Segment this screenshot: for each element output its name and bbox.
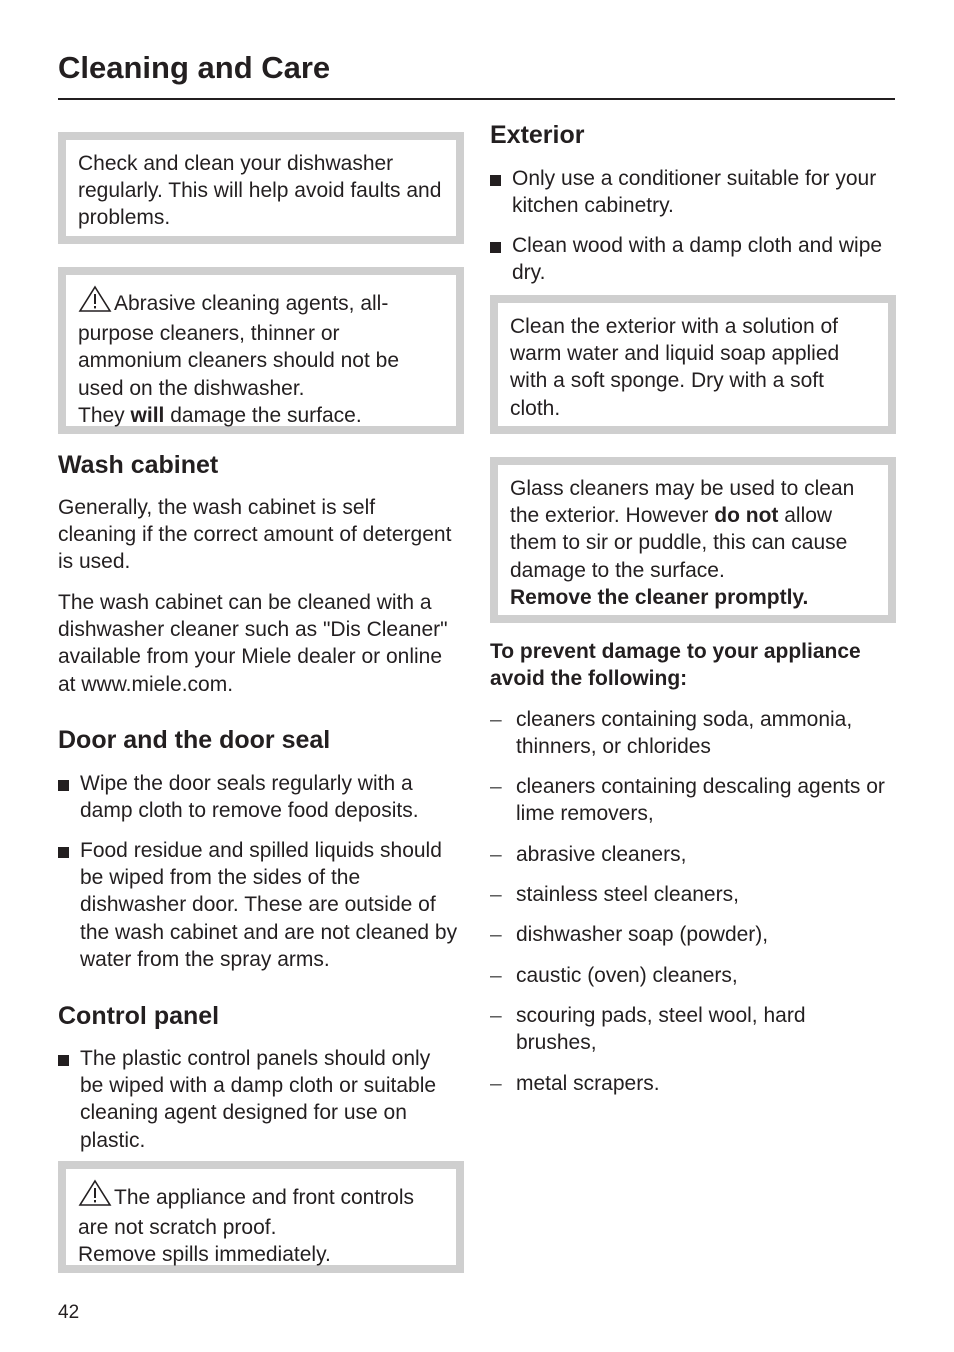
square-bullet-icon — [58, 847, 69, 858]
dash-bullet: – — [490, 775, 502, 798]
title-rule — [58, 98, 895, 100]
exterior-info-box — [490, 295, 896, 434]
glass-cleaner-bold-line: Remove the cleaner promptly. — [510, 585, 809, 609]
list-item: The plastic control panels should only be wiped with a damp cloth or suitable cleaning agent designed for use on plastic. — [58, 1045, 458, 1154]
door-seal-heading: Door and the door seal — [58, 726, 331, 754]
list-item: Wipe the door seals regularly with a damp cloth to remove food deposits. — [58, 770, 464, 824]
list-item: – stainless steel cleaners, — [490, 881, 896, 908]
square-bullet-icon — [58, 780, 69, 791]
warning-triangle-icon — [78, 285, 112, 320]
list-item: – cleaners containing soda, ammonia, thinners, or chlorides — [490, 708, 853, 759]
dash-bullet: – — [490, 964, 502, 987]
square-bullet-icon — [58, 1055, 69, 1066]
warning-line1: Abrasive cleaning agents, all-purpose cleaners, thinner or ammonium cleaners should not be used on the dishwasher. — [78, 292, 400, 400]
page-number: 42 — [58, 1302, 80, 1323]
glass-cleaner-box — [490, 457, 896, 623]
wash-cabinet-para1: Generally, the wash cabinet is self cleaning if the correct amount of detergent is used. — [58, 496, 452, 574]
intro-box — [58, 132, 464, 244]
square-bullet-icon — [490, 175, 501, 186]
page-title: Cleaning and Care — [58, 50, 331, 85]
glass-cleaner-text: Glass cleaners may be used to clean the exterior. However do not allow them to sir or puddle, this can cause damage to the surface. — [510, 477, 855, 582]
warning-triangle-icon — [78, 1179, 112, 1214]
list-item: – scouring pads, steel wool, hard brushes, — [490, 1004, 806, 1055]
warning-box-scratch — [58, 1161, 464, 1273]
intro-text: Check and clean your dishwasher regularly. This will help avoid faults and problems. — [78, 152, 442, 230]
control-panel-heading: Control panel — [58, 1002, 220, 1030]
dash-bullet: – — [490, 1004, 502, 1027]
warning-line2: Remove spills immediately. — [78, 1243, 331, 1267]
warning-box-abrasive — [58, 267, 464, 434]
square-bullet-icon — [490, 242, 501, 253]
warning-text — [78, 285, 444, 402]
dash-bullet: – — [490, 1072, 502, 1095]
dash-bullet: – — [490, 708, 502, 731]
list-item: Clean wood with a damp cloth and wipe dry. — [490, 232, 890, 286]
list-item: – caustic (oven) cleaners, — [490, 962, 896, 989]
list-item: Only use a conditioner suitable for your kitchen cabinetry. — [490, 165, 890, 219]
list-item: – dishwasher soap (powder), — [490, 921, 896, 948]
exterior-heading: Exterior — [490, 121, 585, 149]
list-item: – abrasive cleaners, — [490, 841, 896, 868]
dash-bullet: – — [490, 843, 502, 866]
warning-text: The appliance and front controls are not scratch proof. — [78, 1179, 444, 1241]
wash-cabinet-heading: Wash cabinet — [58, 451, 219, 479]
dash-bullet: – — [490, 883, 502, 906]
warning-line2: They will damage the surface. — [78, 403, 362, 427]
list-item: Food residue and spilled liquids should be wiped from the sides of the dishwasher door. These are outside of the wash cabinet and are not cleaned by water from the spray arms. — [58, 837, 464, 973]
wash-cabinet-para2: The wash cabinet can be cleaned with a dishwasher cleaner such as "Dis Cleaner" available from your Miele dealer or online at www.miele.com. — [58, 591, 448, 696]
list-item: – cleaners containing descaling agents or lime removers, — [490, 775, 885, 826]
exterior-info-text: Clean the exterior with a solution of warm water and liquid soap applied with a soft sponge. Dry with a soft cloth. — [510, 315, 840, 420]
dash-bullet: – — [490, 923, 502, 946]
prevent-damage-heading: To prevent damage to your appliance avoid the following: — [490, 640, 861, 691]
list-item: – metal scrapers. — [490, 1070, 896, 1097]
